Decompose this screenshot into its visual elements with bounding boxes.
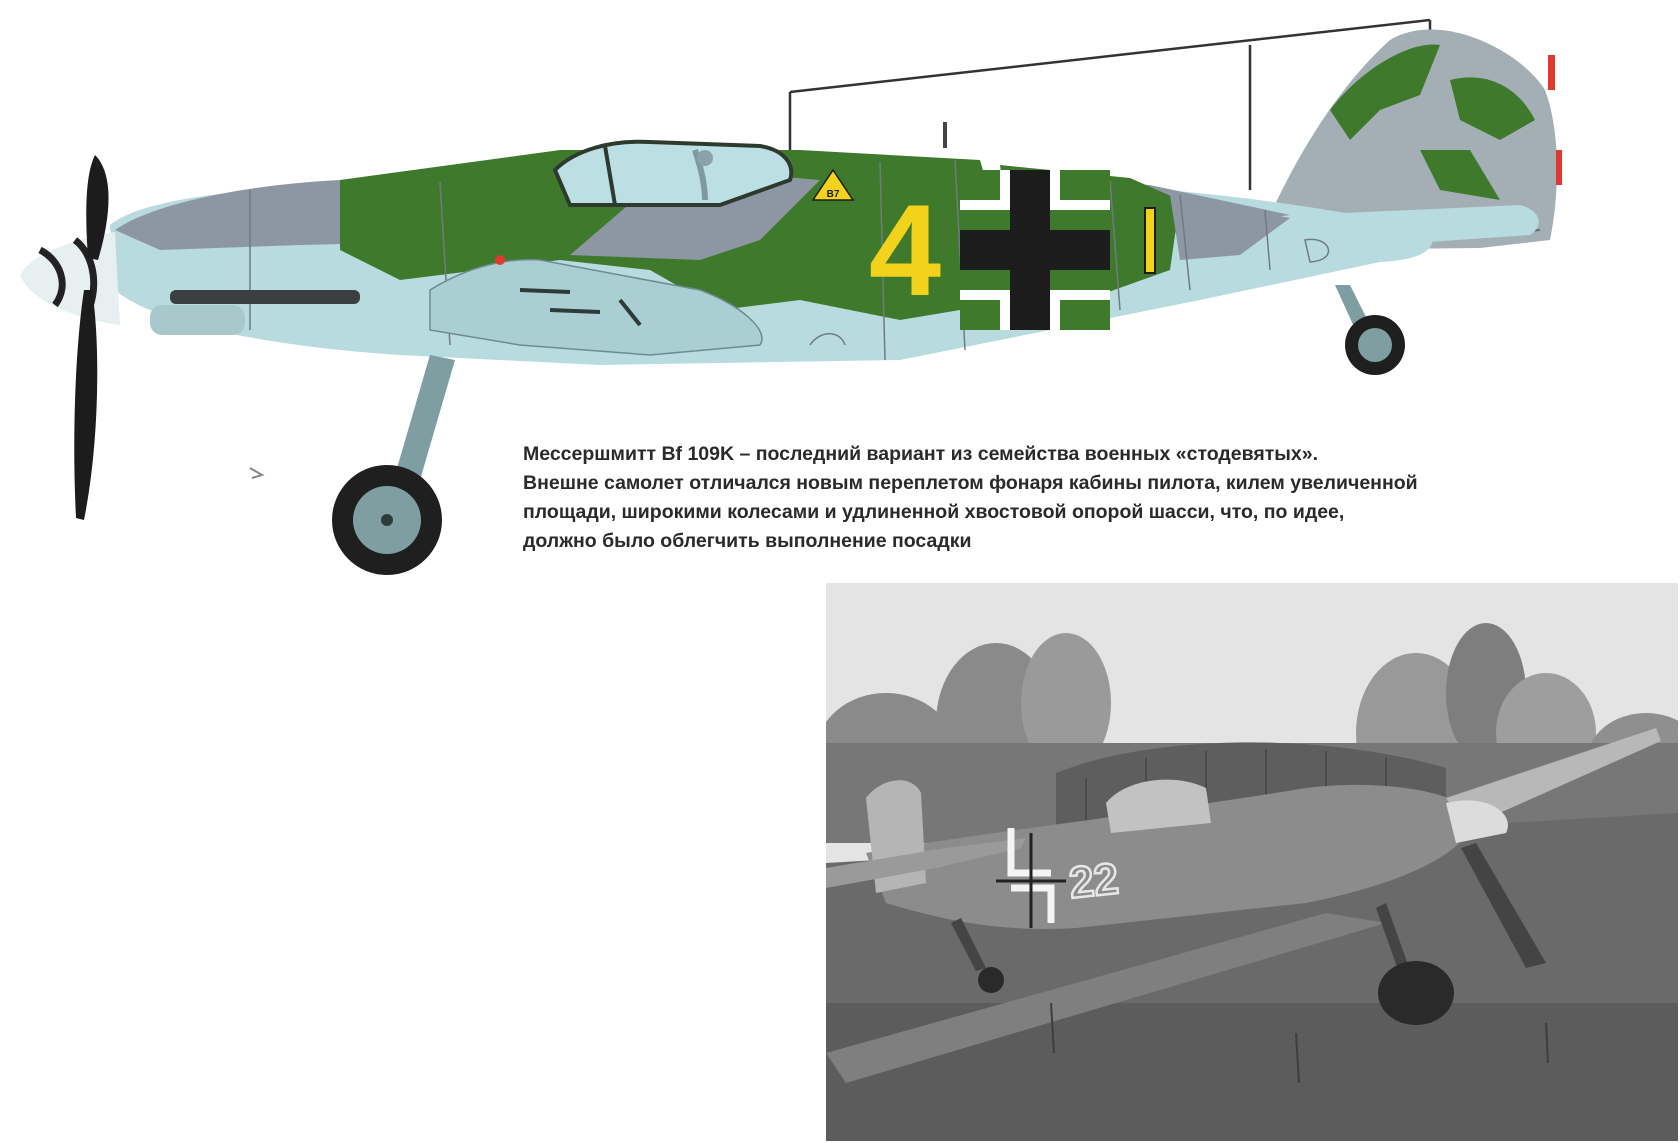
caption-line-1: Мессершмитт Bf 109K – последний вариант из семейства военных «стодевятых».: [523, 443, 1319, 465]
propeller: [74, 155, 108, 520]
triangle-marking-text: B7: [826, 189, 840, 200]
fuselage-band-marking: [1145, 208, 1155, 273]
main-landing-gear: [332, 355, 455, 575]
figure-caption: [523, 440, 1663, 556]
tail-wheel: [1335, 285, 1405, 375]
caption-line-4: должно было облегчить выполнение посадки: [523, 530, 972, 552]
exhaust-stacks: [170, 290, 360, 304]
ink-mark: [250, 468, 262, 478]
spinner: [20, 232, 120, 325]
caption-line-2: Внешне самолет отличался новым переплетом фонаря кабины пилота, килем увеличенной: [523, 472, 1418, 494]
aircraft-photograph: [826, 583, 1678, 1141]
photo-tactical-number: 22: [1066, 854, 1121, 908]
wing-light: [495, 255, 505, 265]
caption-line-3: площади, широкими колесами и удлиненной хвостовой опорой шасси, что, по идее,: [523, 501, 1345, 523]
balkenkreuz: [960, 170, 1110, 330]
tactical-number: 4: [868, 177, 942, 323]
supercharger-intake: [150, 305, 245, 335]
